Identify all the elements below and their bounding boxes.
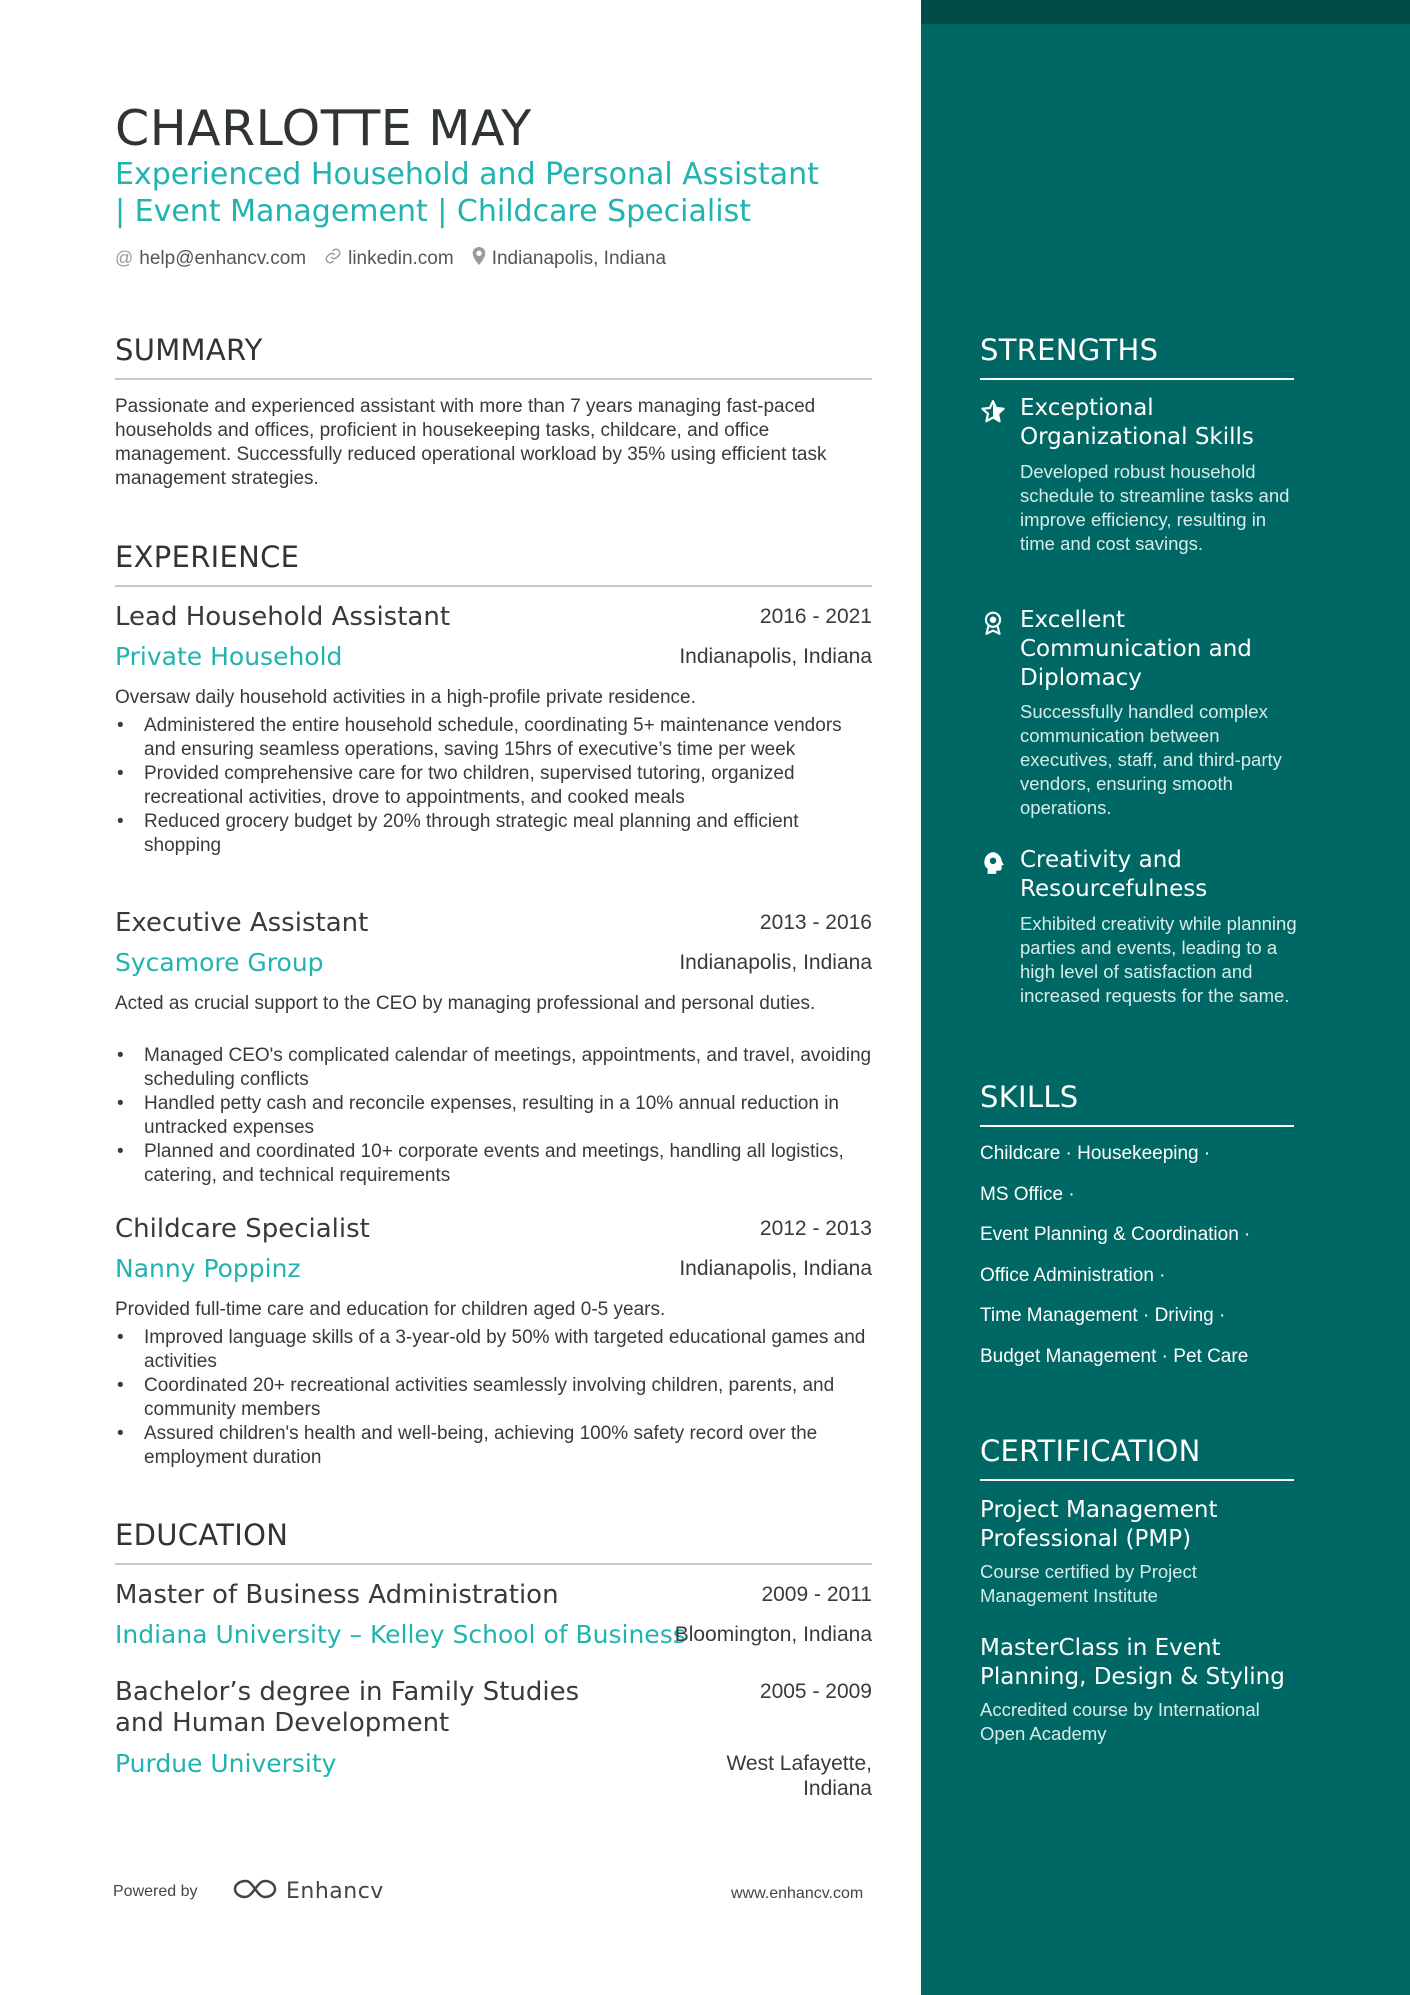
certification-title: MasterClass in Event Planning, Design & Styling: [980, 1635, 1285, 1690]
skill-line: MS Office ·: [980, 1184, 1075, 1205]
school-name: Indiana University – Kelley School of Business: [115, 1620, 686, 1649]
job-dates: 2012 - 2013: [759, 1217, 872, 1240]
award-icon: [980, 610, 1006, 636]
location-text: Indianapolis, Indiana: [491, 247, 667, 269]
candidate-headline: Experienced Household and Personal Assistant | Event Management | Childcare Specialist: [115, 157, 819, 229]
job-bullet: • Managed CEO's complicated calendar of meetings, appointments, and travel, avoiding scheduling conflicts: [115, 1044, 872, 1092]
certification-description: Accredited course by International Open Academy: [980, 1699, 1260, 1744]
linkedin-text: linkedin.com: [348, 247, 454, 269]
skills-divider: [980, 1125, 1294, 1127]
enhancv-logo-text: Enhancv: [286, 1879, 384, 1904]
strength-description: Successfully handled complex communication between executives, staff, and third-party vendors, ensuring smooth operations.: [1020, 701, 1282, 818]
job-dates: 2016 - 2021: [759, 605, 872, 628]
job-bullet: • Planned and coordinated 10+ corporate events and meetings, handling all logistics, catering, and technical requirements: [115, 1140, 872, 1188]
head-idea-icon: [980, 850, 1006, 876]
sidebar-top-bar: [921, 0, 1410, 24]
education-divider: [115, 1563, 872, 1565]
job-bullets: [115, 1044, 872, 1188]
certification-heading: CERTIFICATION: [980, 1434, 1201, 1468]
job-bullet: • Coordinated 20+ recreational activities seamlessly involving children, parents, and community members: [115, 1374, 872, 1422]
strength-description: Exhibited creativity while planning parties and events, leading to a high level of satisfaction and increased requests for the same.: [1020, 913, 1297, 1006]
education-location: West Lafayette, Indiana: [726, 1752, 872, 1800]
skills-heading: SKILLS: [980, 1080, 1079, 1114]
certification-description: Course certified by Project Management Institute: [980, 1561, 1197, 1606]
summary-heading: SUMMARY: [115, 333, 263, 367]
education-location: Bloomington, Indiana: [674, 1623, 872, 1646]
job-description: Acted as crucial support to the CEO by managing professional and personal duties.: [115, 993, 816, 1014]
link-icon: [324, 247, 342, 270]
job-bullet: • Administered the entire household schedule, coordinating 5+ maintenance vendors and ensuring seamless operations, saving 15hrs of executive’s time per week: [115, 714, 872, 762]
enhancv-logo[interactable]: [232, 1876, 384, 1907]
skill-line: Budget Management · Pet Care: [980, 1346, 1249, 1367]
strengths-heading: STRENGTHS: [980, 333, 1159, 367]
contact-email[interactable]: [115, 248, 306, 270]
powered-by-label: Powered by: [113, 1883, 198, 1900]
job-title: Childcare Specialist: [115, 1214, 370, 1244]
certification-divider: [980, 1479, 1294, 1481]
job-title: Executive Assistant: [115, 908, 369, 938]
job-bullets: [115, 714, 872, 858]
degree-title: Bachelor’s degree in Family Studies and Human Development: [115, 1677, 580, 1738]
location-pin-icon: [472, 247, 486, 270]
strength-description: Developed robust household schedule to streamline tasks and improve efficiency, resulting in time and cost savings.: [1020, 461, 1290, 554]
at-icon: @: [115, 248, 134, 268]
strength-title: Exceptional Organizational Skills: [1020, 395, 1254, 450]
company-name: Nanny Poppinz: [115, 1254, 301, 1283]
skill-line: Time Management · Driving ·: [980, 1305, 1226, 1326]
experience-divider: [115, 585, 872, 587]
skill-line: Childcare · Housekeeping ·: [980, 1143, 1211, 1164]
job-bullet: • Improved language skills of a 3-year-old by 50% with targeted educational games and activities: [115, 1326, 872, 1374]
job-bullet: • Handled petty cash and reconcile expenses, resulting in a 10% annual reduction in untracked expenses: [115, 1092, 872, 1140]
job-description: Provided full-time care and education for children aged 0-5 years.: [115, 1299, 666, 1320]
skill-line: Event Planning & Coordination ·: [980, 1224, 1251, 1245]
job-description: Oversaw daily household activities in a high-profile private residence.: [115, 687, 696, 708]
company-name: Sycamore Group: [115, 948, 324, 977]
footer-url[interactable]: www.enhancv.com: [731, 1885, 864, 1902]
degree-title: Master of Business Administration: [115, 1580, 559, 1610]
education-heading: EDUCATION: [115, 1518, 289, 1552]
summary-divider: [115, 378, 872, 380]
contact-location: [472, 247, 666, 270]
job-bullets: [115, 1326, 872, 1470]
job-title: Lead Household Assistant: [115, 602, 451, 632]
job-location: Indianapolis, Indiana: [679, 951, 872, 974]
job-bullet: • Assured children's health and well-being, achieving 100% safety record over the employment duration: [115, 1422, 872, 1470]
job-dates: 2013 - 2016: [759, 911, 872, 934]
contact-row: [115, 247, 684, 270]
company-name: Private Household: [115, 642, 343, 671]
education-dates: 2009 - 2011: [761, 1583, 872, 1606]
enhancv-logo-icon: [232, 1876, 278, 1907]
star-icon: [980, 399, 1006, 425]
school-name: Purdue University: [115, 1749, 337, 1778]
strengths-divider: [980, 378, 1294, 380]
candidate-name: CHARLOTTE MAY: [115, 100, 532, 157]
job-bullet: • Provided comprehensive care for two children, supervised tutoring, organized recreational activities, drove to appointments, and cooked meals: [115, 762, 872, 810]
contact-linkedin[interactable]: [324, 247, 454, 270]
strength-title: Creativity and Resourcefulness: [1020, 847, 1208, 902]
skill-line: Office Administration ·: [980, 1265, 1166, 1286]
strength-title: Excellent Communication and Diplomacy: [1020, 607, 1252, 691]
certification-title: Project Management Professional (PMP): [980, 1497, 1218, 1552]
education-dates: 2005 - 2009: [759, 1680, 872, 1703]
job-bullet: • Reduced grocery budget by 20% through strategic meal planning and efficient shopping: [115, 810, 872, 858]
email-text: help@enhancv.com: [139, 247, 307, 269]
experience-heading: EXPERIENCE: [115, 540, 300, 574]
summary-text: Passionate and experienced assistant with more than 7 years managing fast-paced households and offices, proficient in housekeeping tasks, childcare, and office management. Successfully reduced operational workload by 35% using efficient task management strategies.: [115, 396, 827, 489]
job-location: Indianapolis, Indiana: [679, 645, 872, 668]
job-location: Indianapolis, Indiana: [679, 1257, 872, 1280]
